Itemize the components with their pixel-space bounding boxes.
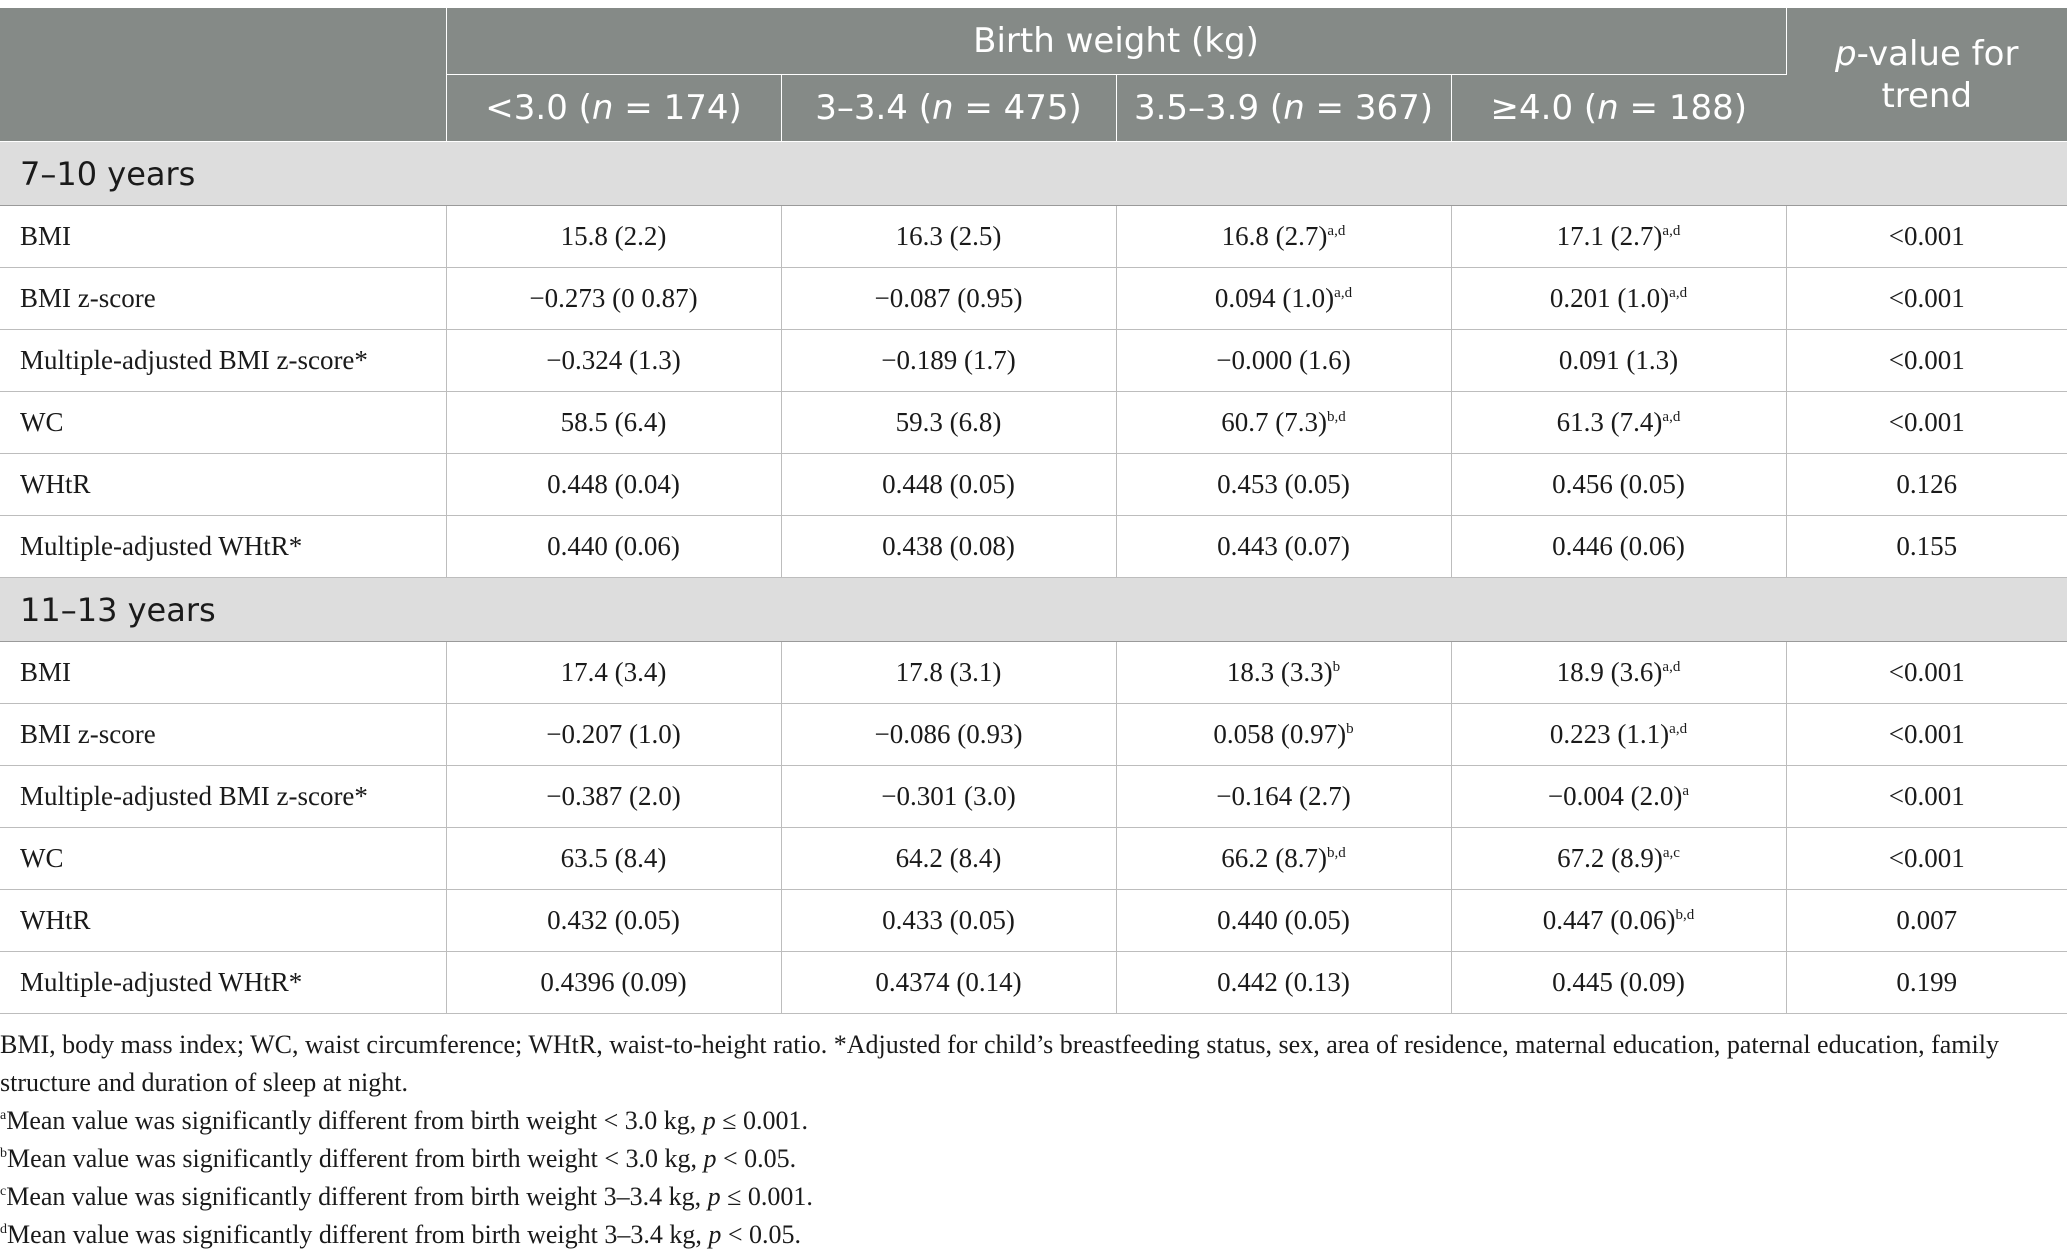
footnote-item — [0, 1102, 2060, 1140]
p-value-cell: <0.001 — [1786, 766, 2067, 828]
cell-value: −0.273 (0 0.87) — [529, 283, 698, 313]
table-cell — [1116, 828, 1451, 890]
cell-value: −0.387 (2.0) — [546, 781, 681, 811]
row-label: Multiple-adjusted BMI z-score* — [0, 330, 446, 392]
cell-value: 0.4374 (0.14) — [875, 967, 1022, 997]
footnote-text: Mean value was significantly different from birth weight < 3.0 kg, — [7, 1144, 704, 1173]
table-cell — [781, 704, 1116, 766]
p-value-cell: <0.001 — [1786, 828, 2067, 890]
cell-value: −0.087 (0.95) — [874, 283, 1023, 313]
cell-value: 0.456 (0.05) — [1552, 469, 1685, 499]
table-cell — [446, 392, 781, 454]
footnote-text: Mean value was significantly different from birth weight 3–3.4 kg, — [6, 1182, 708, 1211]
footnote-rest: < 0.05. — [721, 1220, 802, 1249]
section-row — [0, 578, 2067, 642]
row-label: BMI z-score — [0, 268, 446, 330]
table-row — [0, 766, 2067, 828]
footnote-p: p — [707, 1182, 721, 1211]
p-value-cell: <0.001 — [1786, 392, 2067, 454]
footnote-item — [0, 1178, 2060, 1216]
table-row — [0, 206, 2067, 268]
column-header-prefix: ≥4.0 ( — [1490, 88, 1598, 128]
footnote-text: Mean value was significantly different from birth weight 3–3.4 kg, — [7, 1220, 709, 1249]
cell-superscript: a — [1682, 783, 1690, 799]
p-value-cell: <0.001 — [1786, 206, 2067, 268]
cell-value: 0.446 (0.06) — [1552, 531, 1685, 561]
row-label: WC — [0, 828, 446, 890]
table-cell — [1451, 330, 1786, 392]
cell-superscript: b,d — [1675, 907, 1695, 923]
row-label: Multiple-adjusted WHtR* — [0, 952, 446, 1014]
cell-value: 0.4396 (0.09) — [540, 967, 687, 997]
column-header-n: n — [1283, 88, 1305, 128]
table-cell — [1451, 392, 1786, 454]
table-cell — [446, 890, 781, 952]
column-header-suffix: = 367) — [1304, 88, 1434, 128]
birth-weight-group-header: Birth weight (kg) — [446, 8, 1786, 75]
cell-value: 0.447 (0.06) — [1542, 905, 1676, 935]
table-row — [0, 454, 2067, 516]
cell-value: 17.8 (3.1) — [895, 657, 1002, 687]
cell-value: 0.448 (0.05) — [882, 469, 1015, 499]
table-cell — [1116, 392, 1451, 454]
column-header-0 — [446, 75, 781, 142]
table-row — [0, 516, 2067, 578]
cell-value: −0.189 (1.7) — [881, 345, 1016, 375]
cell-value: 18.9 (3.6) — [1556, 657, 1663, 687]
table-footnotes — [0, 1026, 2060, 1254]
footnote-rest: ≤ 0.001. — [715, 1106, 809, 1135]
table-cell — [1451, 828, 1786, 890]
cell-value: −0.004 (2.0) — [1547, 781, 1683, 811]
table-cell — [1451, 952, 1786, 1014]
table-cell — [1451, 268, 1786, 330]
cell-value: 18.3 (3.3) — [1226, 657, 1333, 687]
p-value-cell: 0.155 — [1786, 516, 2067, 578]
table-cell — [1451, 890, 1786, 952]
cell-value: 0.443 (0.07) — [1217, 531, 1350, 561]
table-cell — [446, 516, 781, 578]
cell-value: 0.440 (0.05) — [1217, 905, 1350, 935]
table-cell — [1116, 890, 1451, 952]
cell-value: 67.2 (8.9) — [1557, 843, 1663, 873]
table-cell — [1116, 330, 1451, 392]
results-table-container — [0, 8, 2067, 1014]
row-label: WHtR — [0, 890, 446, 952]
cell-value: 0.445 (0.09) — [1552, 967, 1685, 997]
cell-value: 59.3 (6.8) — [895, 407, 1002, 437]
table-cell — [1116, 454, 1451, 516]
section-title: 11–13 years — [0, 578, 2067, 642]
p-value-cell: 0.007 — [1786, 890, 2067, 952]
p-value-header — [1786, 8, 2067, 142]
table-cell — [781, 392, 1116, 454]
cell-value: 0.058 (0.97) — [1213, 719, 1347, 749]
row-label: Multiple-adjusted WHtR* — [0, 516, 446, 578]
cell-value: −0.000 (1.6) — [1216, 345, 1351, 375]
table-cell — [1116, 642, 1451, 704]
table-cell — [446, 828, 781, 890]
cell-value: 0.094 (1.0) — [1214, 283, 1335, 313]
table-row — [0, 890, 2067, 952]
footnote-mark: d — [0, 1222, 7, 1237]
footnote-text: Mean value was significantly different from birth weight < 3.0 kg, — [6, 1106, 703, 1135]
p-value-cell: <0.001 — [1786, 268, 2067, 330]
cell-value: 0.091 (1.3) — [1558, 345, 1679, 375]
row-label: BMI z-score — [0, 704, 446, 766]
cell-superscript: b — [1346, 721, 1354, 737]
table-cell — [781, 642, 1116, 704]
column-header-suffix: = 174) — [613, 88, 742, 128]
cell-superscript: a,d — [1669, 285, 1688, 301]
column-header-prefix: <3.0 ( — [485, 88, 592, 128]
table-cell — [446, 952, 781, 1014]
cell-value: 17.4 (3.4) — [560, 657, 667, 687]
cell-value: 58.5 (6.4) — [560, 407, 667, 437]
table-cell — [1116, 952, 1451, 1014]
footnote-rest: ≤ 0.001. — [720, 1182, 813, 1211]
cell-superscript: a,d — [1327, 223, 1346, 239]
footnote-p: p — [702, 1106, 716, 1135]
table-cell — [1116, 766, 1451, 828]
table-cell — [781, 330, 1116, 392]
table-cell — [1451, 206, 1786, 268]
cell-value: 0.442 (0.13) — [1217, 967, 1350, 997]
cell-value: −0.164 (2.7) — [1216, 781, 1351, 811]
cell-value: 61.3 (7.4) — [1556, 407, 1663, 437]
cell-superscript: b,d — [1326, 845, 1346, 861]
p-value-header-rest: -value for trend — [1856, 33, 2019, 116]
section-row — [0, 142, 2067, 206]
cell-value: 0.201 (1.0) — [1549, 283, 1670, 313]
table-cell — [781, 766, 1116, 828]
row-label: WHtR — [0, 454, 446, 516]
table-cell — [1116, 268, 1451, 330]
column-header-1 — [781, 75, 1116, 142]
p-value-cell: 0.126 — [1786, 454, 2067, 516]
table-cell — [781, 206, 1116, 268]
table-cell — [446, 642, 781, 704]
table-row — [0, 828, 2067, 890]
cell-value: 64.2 (8.4) — [895, 843, 1002, 873]
row-label: Multiple-adjusted BMI z-score* — [0, 766, 446, 828]
table-cell — [446, 330, 781, 392]
table-cell — [781, 890, 1116, 952]
table-cell — [446, 766, 781, 828]
column-header-suffix: = 188) — [1618, 88, 1747, 128]
table-cell — [1116, 206, 1451, 268]
table-cell — [781, 454, 1116, 516]
table-cell — [781, 828, 1116, 890]
cell-value: 63.5 (8.4) — [560, 843, 667, 873]
column-header-n: n — [931, 88, 954, 128]
table-cell — [446, 268, 781, 330]
header-empty-cell — [0, 8, 446, 142]
cell-superscript: a,d — [1334, 285, 1353, 301]
footnote-item — [0, 1216, 2060, 1254]
footnote-p: p — [708, 1220, 722, 1249]
cell-superscript: a,c — [1662, 845, 1680, 861]
p-value-cell: <0.001 — [1786, 642, 2067, 704]
cell-value: 60.7 (7.3) — [1221, 407, 1327, 437]
cell-value: 0.453 (0.05) — [1217, 469, 1350, 499]
table-cell — [446, 206, 781, 268]
cell-value: 16.3 (2.5) — [895, 221, 1002, 251]
section-title: 7–10 years — [0, 142, 2067, 206]
row-label: BMI — [0, 206, 446, 268]
column-header-prefix: 3–3.4 ( — [815, 88, 932, 128]
footnote-mark: c — [0, 1184, 7, 1199]
table-row — [0, 642, 2067, 704]
table-cell — [1451, 766, 1786, 828]
cell-value: 16.8 (2.7) — [1221, 221, 1328, 251]
cell-value: 0.223 (1.1) — [1549, 719, 1670, 749]
results-table — [0, 8, 2067, 1014]
footnote-p: p — [703, 1144, 717, 1173]
row-label: BMI — [0, 642, 446, 704]
table-row — [0, 268, 2067, 330]
table-cell — [1116, 704, 1451, 766]
cell-value: −0.086 (0.93) — [874, 719, 1023, 749]
cell-value: 15.8 (2.2) — [560, 221, 667, 251]
cell-superscript: b — [1332, 659, 1341, 675]
table-cell — [781, 516, 1116, 578]
cell-value: −0.207 (1.0) — [546, 719, 681, 749]
cell-value: 0.432 (0.05) — [547, 905, 680, 935]
table-cell — [781, 952, 1116, 1014]
table-row — [0, 952, 2067, 1014]
cell-value: 0.438 (0.08) — [882, 531, 1015, 561]
table-cell — [1451, 454, 1786, 516]
table-cell — [1116, 516, 1451, 578]
cell-value: −0.301 (3.0) — [881, 781, 1016, 811]
p-value-cell: 0.199 — [1786, 952, 2067, 1014]
p-value-header-p: p — [1835, 33, 1857, 74]
column-header-n: n — [591, 88, 614, 128]
cell-superscript: a,d — [1662, 659, 1681, 675]
footnote-mark: a — [0, 1108, 7, 1123]
row-label: WC — [0, 392, 446, 454]
footnote-item — [0, 1140, 2060, 1178]
table-cell — [1451, 642, 1786, 704]
cell-value: −0.324 (1.3) — [546, 345, 681, 375]
table-cell — [446, 454, 781, 516]
table-cell — [1451, 516, 1786, 578]
table-cell — [781, 268, 1116, 330]
cell-superscript: a,d — [1662, 409, 1681, 425]
p-value-cell: <0.001 — [1786, 330, 2067, 392]
cell-value: 0.433 (0.05) — [882, 905, 1015, 935]
column-header-3 — [1451, 75, 1786, 142]
cell-value: 0.448 (0.04) — [547, 469, 680, 499]
table-row — [0, 704, 2067, 766]
column-header-n: n — [1597, 88, 1619, 128]
cell-value: 0.440 (0.06) — [547, 531, 680, 561]
cell-superscript: a,d — [1662, 223, 1681, 239]
table-row — [0, 330, 2067, 392]
table-row — [0, 392, 2067, 454]
column-header-2 — [1116, 75, 1451, 142]
table-cell — [446, 704, 781, 766]
cell-superscript: b,d — [1326, 409, 1346, 425]
table-cell — [1451, 704, 1786, 766]
p-value-cell: <0.001 — [1786, 704, 2067, 766]
cell-value: 17.1 (2.7) — [1556, 221, 1663, 251]
column-header-prefix: 3.5–3.9 ( — [1133, 88, 1284, 128]
footnote-rest: < 0.05. — [716, 1144, 797, 1173]
column-header-suffix: = 475) — [953, 88, 1082, 128]
footnote-abbreviations: BMI, body mass index; WC, waist circumference; WHtR, waist-to-height ratio. *Adjusted for child’s breastfeeding status, sex, area of residence, maternal education, paternal education, family structure and duration of sleep at night. — [0, 1030, 1999, 1097]
cell-superscript: a,d — [1669, 721, 1688, 737]
footnote-mark: b — [0, 1146, 7, 1161]
cell-value: 66.2 (8.7) — [1221, 843, 1327, 873]
